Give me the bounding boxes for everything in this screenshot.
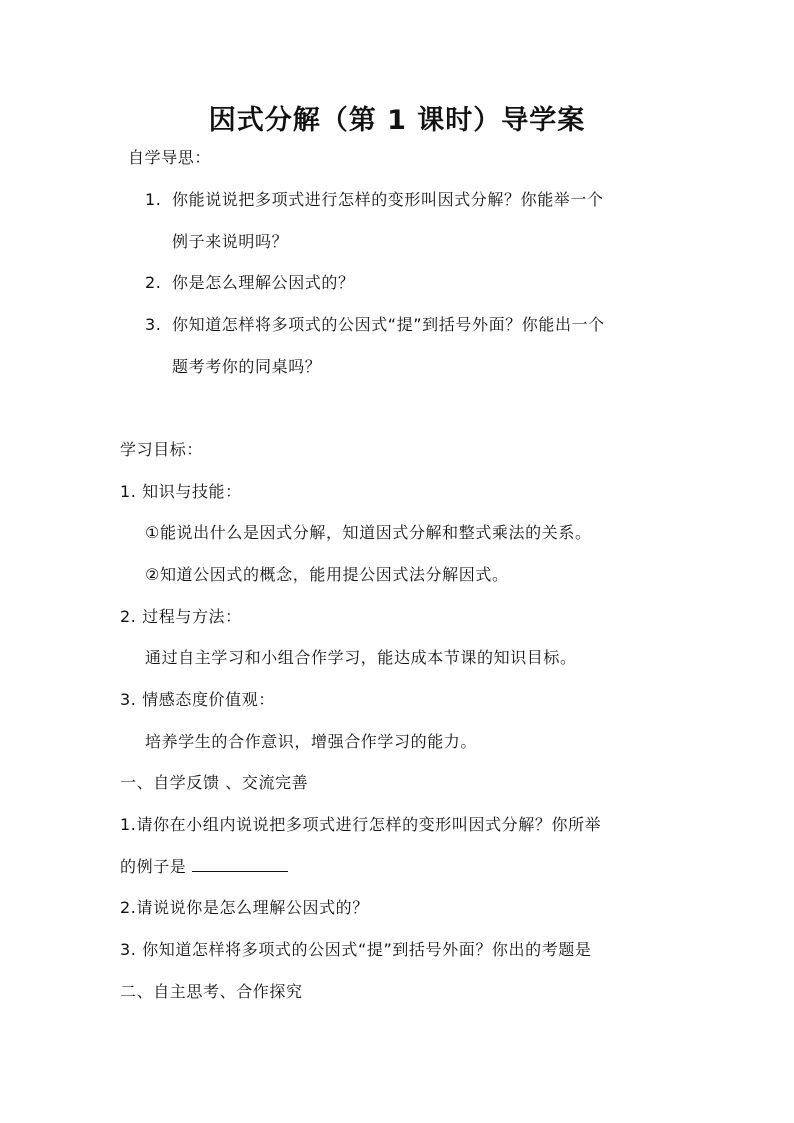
part1-question-1-prompt: 的例子是	[120, 857, 187, 876]
objective-1-label: 1. 知识与技能：	[120, 482, 242, 501]
objective-2-label: 2. 过程与方法：	[120, 607, 242, 626]
part1-question-3: 3. 你知道怎样将多项式的公因式“提”到括号外面？你出的考题是	[120, 940, 592, 959]
objective-1-line-1: ①能说出什么是因式分解，知道因式分解和整式乘法的关系。	[145, 523, 592, 542]
objective-3-line-1: 培养学生的合作意识，增强合作学习的能力。	[145, 732, 478, 751]
guide-item-3-num: 3.	[145, 315, 162, 334]
part1-question-1-cont	[120, 857, 288, 877]
guide-item-3-text: 你知道怎样将多项式的公因式“提”到括号外面？你能出一个	[172, 315, 605, 334]
guide-item-1-text: 你能说说把多项式进行怎样的变形叫因式分解？你能举一个	[172, 190, 604, 209]
guide-item-3-text-cont: 题考考你的同桌吗？	[172, 357, 322, 376]
answer-blank[interactable]	[192, 857, 288, 872]
objective-3-label: 3. 情感态度价值观：	[120, 690, 275, 709]
guide-item-1-num: 1.	[145, 190, 162, 209]
guide-item-2-text: 你是怎么理解公因式的？	[172, 273, 355, 292]
page-title: 因式分解（第 1 课时）导学案	[208, 105, 586, 136]
part1-question-1: 1.请你在小组内说说把多项式进行怎样的变形叫因式分解？你所举	[120, 815, 602, 834]
part2-heading: 二、自主思考、合作探究	[120, 982, 303, 1001]
guide-item-1-text-cont: 例子来说明吗？	[172, 232, 289, 251]
objective-1-line-2: ②知道公因式的概念，能用提公因式法分解因式。	[145, 565, 509, 584]
part1-question-2: 2.请说说你是怎么理解公因式的？	[120, 898, 369, 917]
part1-heading: 一、自学反馈 、交流完善	[120, 773, 309, 792]
guide-heading: 自学导思：	[128, 148, 212, 167]
objectives-heading: 学习目标：	[120, 440, 204, 459]
objective-2-line-1: 通过自主学习和小组合作学习，能达成本节课的知识目标。	[145, 648, 577, 667]
guide-item-2-num: 2.	[145, 273, 162, 292]
